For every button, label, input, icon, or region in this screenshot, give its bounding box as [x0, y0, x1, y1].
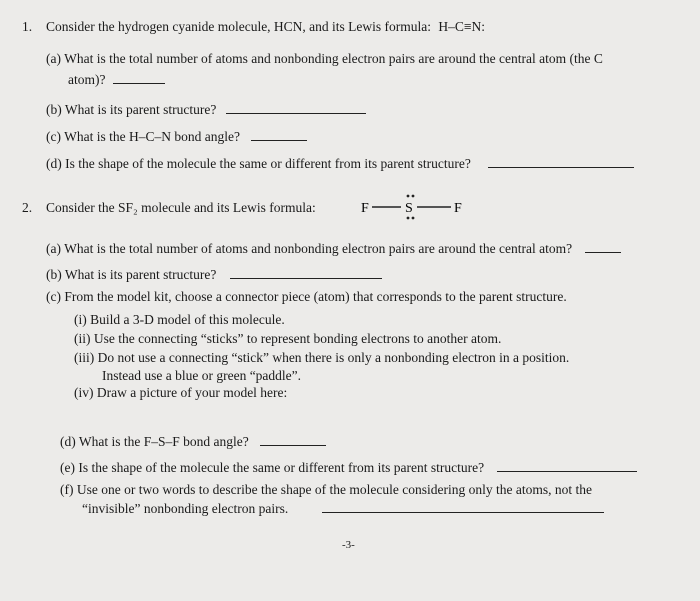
q2-part-c: (c) From the model kit, choose a connector piece (atom) that corresponds to the parent structure.: [46, 289, 567, 304]
q2-part-f-line2: [82, 500, 604, 517]
q1-d-answer-blank[interactable]: [488, 155, 634, 168]
q1-part-c-text: (c) What is the H–C–N bond angle?: [46, 129, 240, 144]
sf2-lewis-structure: [355, 188, 475, 228]
q2-part-c-ii: (ii) Use the connecting “sticks” to represent bonding electrons to another atom.: [74, 331, 502, 346]
q1-part-a-line2: [68, 71, 165, 88]
q2-part-a: [46, 240, 621, 257]
q2-part-f-line2-text: “invisible” nonbonding electron pairs.: [82, 501, 289, 516]
q1-stem-text: Consider the hydrogen cyanide molecule, HCN, and its Lewis formula:: [46, 19, 432, 34]
lewis-atom-center-s: S: [405, 201, 413, 216]
q2-stem: Consider the SF₂ molecule and its Lewis formula:: [46, 200, 316, 215]
q1-part-d-text: (d) Is the shape of the molecule the same or different from its parent structure?: [46, 156, 471, 171]
lewis-atom-right-f: F: [454, 201, 462, 216]
lewis-atom-left-f: F: [361, 201, 369, 216]
q2-part-d: [60, 433, 326, 450]
q2-part-e: [60, 459, 637, 476]
q1-part-a-line1: (a) What is the total number of atoms and nonbonding electron pairs are around the central atom (the C: [46, 51, 603, 66]
q2-b-answer-blank[interactable]: [230, 266, 382, 279]
q1-part-c: [46, 128, 307, 145]
q2-d-answer-blank[interactable]: [260, 433, 326, 446]
q2-part-b-text: (b) What is its parent structure?: [46, 267, 217, 282]
q1-lewis-formula: H–C≡N:: [438, 19, 486, 34]
q2-part-c-iii-cont: Instead use a blue or green “paddle”.: [102, 368, 302, 383]
q2-a-answer-blank[interactable]: [585, 240, 621, 253]
q2-part-d-text: (d) What is the F–S–F bond angle?: [60, 434, 249, 449]
q1-part-d: [46, 155, 634, 172]
q2-f-answer-blank[interactable]: [322, 500, 604, 513]
q2-part-e-text: (e) Is the shape of the molecule the same or different from its parent structure?: [60, 460, 485, 475]
q2-number: 2.: [22, 200, 33, 215]
page-number: -3-: [342, 539, 355, 551]
q2-e-answer-blank[interactable]: [497, 459, 637, 472]
q2-part-c-i: (i) Build a 3-D model of this molecule.: [74, 312, 285, 327]
q1-c-answer-blank[interactable]: [251, 128, 307, 141]
q2-part-b: [46, 266, 382, 283]
q2-part-c-iii: (iii) Do not use a connecting “stick” when there is only a nonbonding electron in a position.: [74, 350, 570, 365]
q1-a-answer-blank[interactable]: [113, 71, 165, 84]
q2-part-f-line1: (f) Use one or two words to describe the shape of the molecule considering only the atoms, not the: [60, 482, 592, 497]
q1-part-b-text: (b) What is its parent structure?: [46, 102, 217, 117]
q1-b-answer-blank[interactable]: [226, 101, 366, 114]
q1-stem: [46, 19, 485, 35]
q1-part-b: [46, 101, 366, 118]
q2-part-a-text: (a) What is the total number of atoms and nonbonding electron pairs are around the central atom?: [46, 241, 573, 256]
q1-part-a-line2-text: atom)?: [68, 72, 106, 87]
model-drawing-area[interactable]: [74, 402, 634, 430]
q2-part-c-iv: (iv) Draw a picture of your model here:: [74, 385, 288, 400]
q1-number: 1.: [22, 19, 33, 34]
